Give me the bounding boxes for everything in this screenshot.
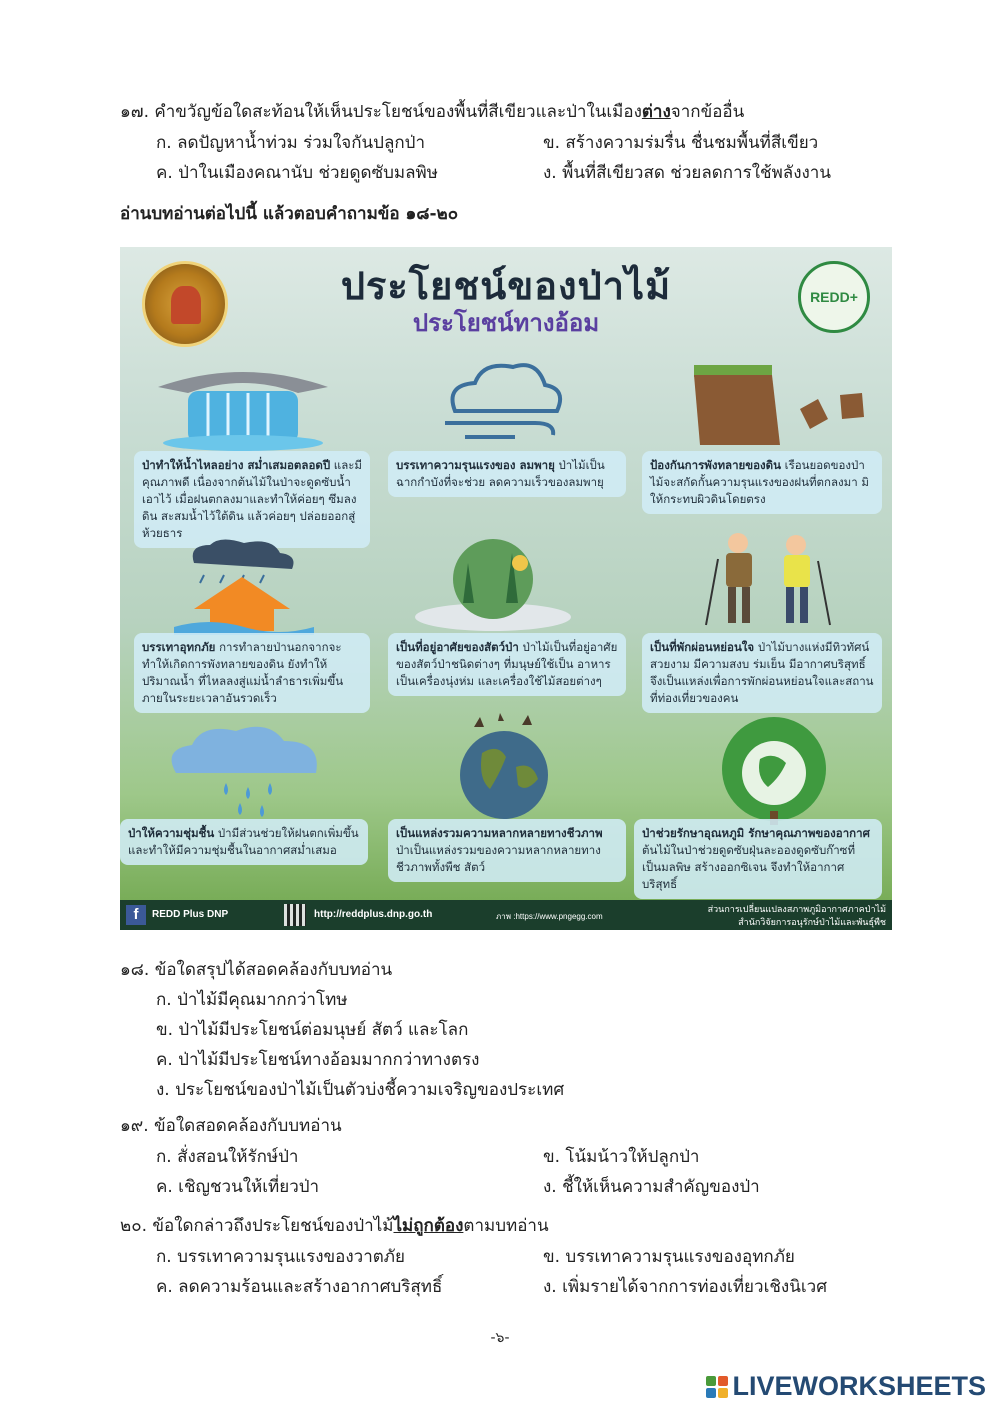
q20-choice-b[interactable]: ข. บรรเทาความรุนแรงของอุทกภัย — [543, 1247, 795, 1267]
eroded-soil-icon — [690, 359, 880, 451]
q20-choice-c[interactable]: ค. ลดความร้อนและสร้างอากาศบริสุทธิ์ — [156, 1277, 443, 1297]
benefit-card-flood: บรรเทาอุทกภัย การทำลายป่านอกจากจะทำให้เกิดการพังทลายของดิน ยังทำให้ปริมาณน้ำ ที่ไหลลงสู่แม่น้ำลำธารเพิ่มขึ้นภายในระยะเวลาอันรวดเร็ว — [134, 633, 370, 713]
benefit-card-recreation: เป็นที่พักผ่อนหย่อนใจ ป่าไม้บางแห่งมีทิวทัศน์สวยงาม มีความสงบ ร่มเย็น มีอากาศบริสุทธิ์ จึงเป็นแหล่งเพื่อการพักผ่อนหย่อนใจและสถานที่ท่องเที่ยวของคน — [642, 633, 882, 713]
q20-choice-d[interactable]: ง. เพิ่มรายได้จากการท่องเที่ยวเชิงนิเวศ — [543, 1277, 827, 1297]
q17-question-tail: จากข้ออื่น — [670, 102, 745, 122]
q17-question — [120, 100, 744, 124]
facebook-page-name[interactable]: REDD Plus DNP — [152, 909, 229, 920]
infographic-subtitle: ประโยชน์ทางอ้อม — [412, 309, 600, 337]
website-link[interactable]: http://reddplus.dnp.go.th — [314, 909, 433, 920]
q20-question-tail: ตามบทอ่าน — [463, 1216, 549, 1236]
q17-choice-a[interactable]: ก. ลดปัญหาน้ำท่วม ร่วมใจกันปลูกป่า — [156, 133, 426, 153]
org-name-1: ส่วนการเปลี่ยนแปลงสภาพภูมิอากาศภาคป่าไม้ — [707, 904, 886, 914]
q20-question — [120, 1214, 549, 1238]
q18-choice-b[interactable]: ข. ป่าไม้มีประโยชน์ต่อมนุษย์ สัตว์ และโลก — [156, 1020, 469, 1040]
q18-choice-d[interactable]: ง. ประโยชน์ของป่าไม้เป็นตัวบ่งชี้ความเจริญของประเทศ — [156, 1080, 565, 1100]
q19-choice-a[interactable]: ก. สั่งสอนให้รักษ์ป่า — [156, 1147, 299, 1167]
forest-benefits-infographic — [120, 247, 892, 930]
liveworksheets-logo-text: LIVEWORKSHEETS — [732, 1371, 986, 1401]
qr-code-icon — [284, 904, 306, 926]
q20-choice-a[interactable]: ก. บรรเทาความรุนแรงของวาตภัย — [156, 1247, 405, 1267]
rain-cloud-icon — [156, 723, 336, 819]
q19-question: ๑๙. ข้อใดสอดคล้องกับบทอ่าน — [120, 1116, 342, 1136]
q18-choice-c[interactable]: ค. ป่าไม้มีประโยชน์ทางอ้อมมากกว่าทางตรง — [156, 1050, 480, 1070]
waterfall-icon — [148, 363, 338, 451]
benefit-card-water-flow: ป่าทำให้น้ำไหลอย่าง สม่ำเสมอตลอดปี และมีคุณภาพดี เนื่องจากต้นไม้ในป่าจะดูดซับน้ำเอาไว้ เมื่อฝนตกลงมาและทำให้ค่อยๆ ซึมลงดิน สะสมน้ำไว้ใต้ดิน แล้วค่อยๆ ปล่อยออกสู่ห้วยธาร — [134, 451, 370, 548]
redd-logo: REDD+ — [798, 261, 870, 333]
q19-choice-c[interactable]: ค. เชิญชวนให้เที่ยวป่า — [156, 1177, 320, 1197]
wind-cloud-icon — [425, 355, 575, 447]
flood-house-icon — [174, 539, 314, 635]
q20-question-text: ๒๐. ข้อใดกล่าวถึงประโยชน์ของป่าไม้ — [120, 1216, 394, 1236]
reading-instruction: อ่านบทอ่านต่อไปนี้ แล้วตอบคำถามข้อ ๑๘-๒๐ — [120, 204, 459, 224]
q17-question-text: ๑๗. คำขวัญข้อใดสะท้อนให้เห็นประโยชน์ของพื้นที่สีเขียวและป่าในเมือง — [120, 102, 642, 122]
liveworksheets-logo-icon — [706, 1376, 728, 1398]
wildlife-habitat-icon — [408, 533, 578, 631]
benefit-card-biodiversity: เป็นแหล่งรวมความหลากหลายทางชีวภาพ ป่าเป็นแหล่งรวมของความหลากหลายทาง ชีวภาพทั้งพืช สัตว์ — [388, 819, 626, 882]
benefit-card-temperature: ป่าช่วยรักษาอุณหภูมิ รักษาคุณภาพของอากาศ ต้นไม้ในป่าช่วยดูดซับฝุ่นละอองดูดซับก๊าซที่เป็นมลพิษ สร้างออกซิเจน จึงทำให้อากาศบริสุทธิ์ — [634, 819, 882, 899]
tree-globe-icon — [694, 715, 854, 825]
liveworksheets-logo[interactable] — [706, 1371, 986, 1402]
infographic-title: ประโยชน์ของป่าไม้ — [340, 264, 672, 308]
benefit-card-habitat: เป็นที่อยู่อาศัยของสัตว์ป่า ป่าไม้เป็นที่อยู่อาศัยของสัตว์ป่าชนิดต่างๆ ที่มนุษย์ใช้เป็น อาหาร เป็นเครื่องนุ่งห่ม และเครื่องใช้ไม้สอยต่างๆ — [388, 633, 626, 696]
benefit-card-wind: บรรเทาความรุนแรงของ ลมพายุ ป่าไม้เป็นฉากกำบังที่จะช่วย ลดความเร็วของลมพายุ — [388, 451, 626, 497]
q18-question: ๑๘. ข้อใดสรุปได้สอดคล้องกับบทอ่าน — [120, 960, 393, 980]
benefit-card-soil: ป้องกันการพังทลายของดิน เรือนยอดของป่าไม้จะสกัดกั้นความรุนแรงของฝนที่ตกลงมา มิให้กระทบผิวดินโดยตรง — [642, 451, 882, 514]
q19-choice-b[interactable]: ข. โน้มน้าวให้ปลูกป่า — [543, 1147, 700, 1167]
infographic-footer — [120, 900, 892, 930]
q18-choice-a[interactable]: ก. ป่าไม้มีคุณมากกว่าโทษ — [156, 990, 348, 1010]
facebook-icon[interactable]: f — [126, 905, 146, 925]
q19-choice-d[interactable]: ง. ชี้ให้เห็นความสำคัญของป่า — [543, 1177, 760, 1197]
org-name-2: สำนักวิจัยการอนุรักษ์ป่าไม้และพันธุ์พืช — [738, 917, 886, 927]
q17-choice-c[interactable]: ค. ป่าในเมืองคณานับ ช่วยดูดซับมลพิษ — [156, 163, 438, 183]
hikers-icon — [688, 529, 848, 629]
q20-question-emphasis: ไม่ถูกต้อง — [393, 1216, 464, 1236]
q17-choice-b[interactable]: ข. สร้างความร่มรื่น ชื่นชมพื้นที่สีเขียว — [543, 133, 819, 153]
benefit-card-humidity: ป่าให้ความชุ่มชื้น ป่ามีส่วนช่วยให้ฝนตกเพิ่มขึ้นและทำให้มีความชุ่มชื้นในอากาศสม่ำเสมอ — [120, 819, 368, 865]
page-number: -๖- — [490, 1330, 510, 1346]
image-credit: ภาพ :https://www.pngegg.com — [496, 912, 603, 921]
q17-choice-d[interactable]: ง. พื้นที่สีเขียวสด ช่วยลดการใช้พลังงาน — [543, 163, 831, 183]
q17-question-emphasis: ต่าง — [641, 102, 671, 122]
earth-animals-icon — [434, 713, 574, 823]
